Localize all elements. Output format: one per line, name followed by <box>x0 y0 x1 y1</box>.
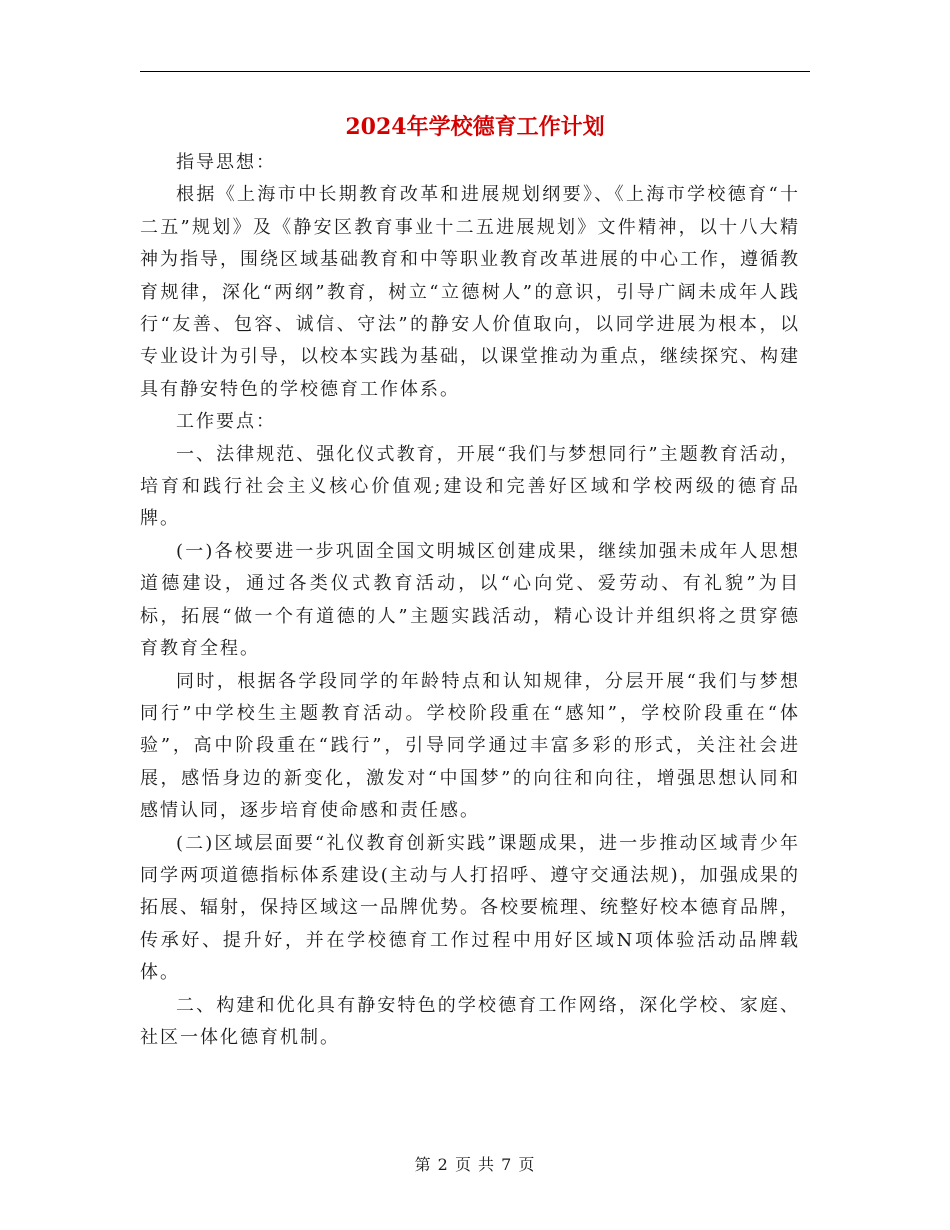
header-rule <box>140 71 810 72</box>
paragraph-point-two: 二、构建和优化具有静安特色的学校德育工作网络，深化学校、家庭、社区一体化德育机制。 <box>140 994 800 1048</box>
document-body <box>140 147 800 1054</box>
paragraph-point-one: 一、法律规范、强化仪式教育，开展“我们与梦想同行”主题教育活动，培育和践行社会主义核心价值观;建设和完善好区域和学校两级的德育品牌。 <box>140 443 800 530</box>
paragraph-guiding-content: 根据《上海市中长期教育改革和进展规划纲要》、《上海市学校德育“十二五”规划》及《静安区教育事业十二五进展规划》文件精神，以十八大精神为指导，围绕区域基础教育和中等职业教育改革进展的中心工作，遵循教育规律，深化“两纲”教育，树立“立德树人”的意识，引导广阔未成年人践行“友善、包容、诚信、守法”的静安人价值取向，以同学进展为根本，以专业设计为引导，以校本实践为基础，以课堂推动为重点，继续探究、构建具有静安特色的学校德育工作体系。 <box>140 184 800 400</box>
paragraph-point-one-sub-one: (一)各校要进一步巩固全国文明城区创建成果，继续加强未成年人思想道德建设，通过各类仪式教育活动，以“心向党、爱劳动、有礼貌”为目标，拓展“做一个有道德的人”主题实践活动，精心设计并组织将之贯穿德育教育全程。 <box>140 540 800 660</box>
paragraph-work-points-heading: 工作要点： <box>176 411 276 433</box>
document-title: 2024年学校德育工作计划 <box>345 114 605 140</box>
paragraph-guiding-heading: 指导思想： <box>176 152 276 173</box>
page-number-footer: 第 2 页 共 7 页 <box>414 1155 536 1174</box>
paragraph-point-one-sub-two: (二)区域层面要“礼仪教育创新实践”课题成果，进一步推动区域青少年同学两项道德指标体系建设(主动与人打招呼、遵守交通法规)，加强成果的拓展、辐射，保持区域这一品牌优势。各校要梳理、统整好校本德育品牌，传承好、提升好，并在学校德育工作过程中用好区域N项体验活动品牌载体。 <box>140 832 800 984</box>
paragraph-point-one-sub-one-cont: 同时，根据各学段同学的年龄特点和认知规律，分层开展“我们与梦想同行”中学校生主题教育活动。学校阶段重在“感知”，学校阶段重在“体验”，高中阶段重在“践行”，引导同学通过丰富多彩的形式，关注社会进展，感悟身边的新变化，激发对“中国梦”的向往和向往，增强思想认同和感情认同，逐步培育使命感和责任感。 <box>140 670 800 822</box>
